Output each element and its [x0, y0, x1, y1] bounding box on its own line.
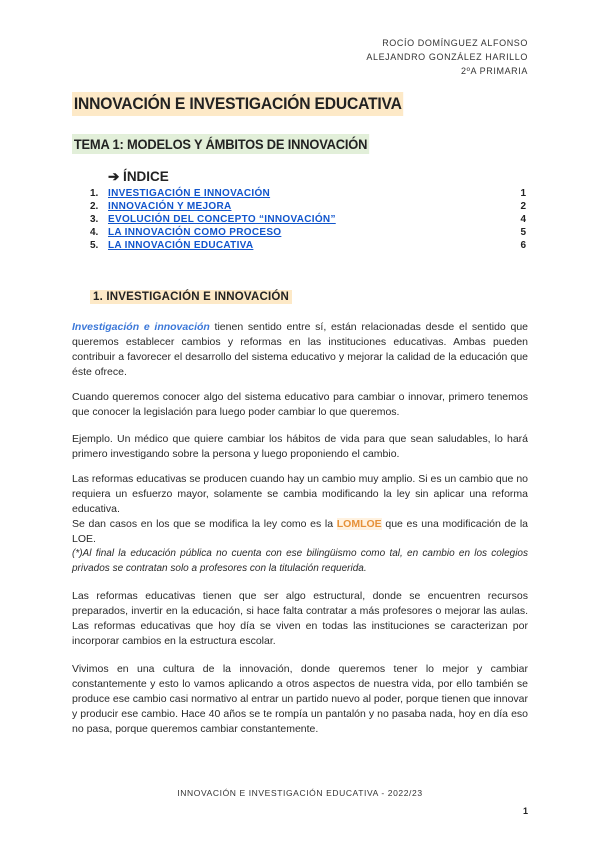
highlighted-law: LOMLOE	[336, 518, 382, 530]
index-heading: ➔ ÍNDICE	[108, 169, 169, 184]
document-title: INNOVACIÓN E INVESTIGACIÓN EDUCATIVA	[72, 92, 404, 116]
author-name-2: ALEJANDRO GONZÁLEZ HARILLO	[366, 52, 528, 62]
paragraph: Ejemplo. Un médico que quiere cambiar los hábitos de vida para que sean saludables, lo hará primero investigando sobre la persona y luego proponiendo el cambio.	[72, 433, 528, 460]
toc-number: 2.	[90, 201, 99, 212]
paragraph-text: que es una modificación de la LOE.	[72, 518, 529, 545]
toc-link[interactable]: EVOLUCIÓN DEL CONCEPTO “INNOVACIÓN”	[108, 214, 336, 225]
paragraph	[72, 320, 528, 380]
toc-page: 6	[520, 240, 526, 251]
toc-number: 5.	[90, 240, 99, 251]
toc-link[interactable]: LA INNOVACIÓN COMO PROCESO	[108, 227, 282, 238]
toc-link[interactable]: INNOVACIÓN Y MEJORA	[108, 201, 232, 212]
author-name-1: ROCÍO DOMÍNGUEZ ALFONSO	[382, 38, 528, 48]
toc-number: 3.	[90, 214, 99, 225]
paragraph: Las reformas educativas tienen que ser algo estructural, donde se encuentren recursos preparados, invertir en la educación, si hace falta contratar a más profesores o mejorar las aulas. Las reformas educativas que hoy día se viven en todas las instituciones se caracterizan por incorporar cambios en la estructura escolar.	[72, 590, 528, 647]
toc-link[interactable]: INVESTIGACIÓN E INNOVACIÓN	[108, 188, 271, 199]
document-subtitle: TEMA 1: MODELOS Y ÁMBITOS DE INNOVACIÓN	[73, 136, 368, 152]
note-paragraph: (*)Al final la educación pública no cuenta con ese bilingüismo como tal, en cambio en los colegios privados se contratan solo a profesores con la titulación requerida.	[72, 548, 528, 574]
toc-page: 4	[520, 214, 526, 225]
toc-number: 1.	[90, 188, 99, 199]
group-label: 2ºA PRIMARIA	[460, 66, 528, 76]
toc-number: 4.	[90, 227, 99, 238]
toc-page: 1	[520, 188, 526, 199]
toc-page: 5	[520, 227, 526, 238]
paragraph: Cuando queremos conocer algo del sistema educativo para cambiar o innovar, primero tenemos que conocer la legislación para luego poder cambiar lo que queremos.	[72, 391, 528, 418]
paragraph-text: Se dan casos en los que se modifica la ley como es la	[72, 518, 337, 530]
paragraph-text: tienen sentido entre sí, están relacionadas desde el sentido que queremos establecer cambios y reformas en las instituciones educativas. Ambas pueden contribuir a favorecer el desarrollo del sistema educativo y mejorar la calidad de la educación que éste ofrece.	[72, 321, 528, 378]
section-heading: 1. INVESTIGACIÓN E INNOVACIÓN	[90, 290, 292, 304]
paragraph: Vivimos en una cultura de la innovación, donde queremos tener lo mejor y cambiar constantemente y esto lo vamos aplicando a otros aspectos de nuestra vida, por ello también se produce ese cambio casi normativo al entrar un partido nuevo al poder, porque tienen que innovar y producir ese cambio. Hace 40 años se te rompía un pantalón y no pasaba nada, hoy en día eso no pasa, porque queremos cambiar constantemente.	[72, 663, 528, 735]
page-footer: INNOVACIÓN E INVESTIGACIÓN EDUCATIVA - 2022/23	[177, 788, 423, 798]
paragraph: Las reformas educativas se producen cuando hay un cambio muy amplio. Si es un cambio que no requiera un esfuerzo mayor, solamente se cambia modificando la ley sin aplicar una reforma educativa.	[72, 473, 528, 515]
page-number: 1	[522, 806, 528, 816]
paragraph	[72, 517, 528, 547]
toc-page: 2	[520, 201, 526, 212]
toc-link[interactable]: LA INNOVACIÓN EDUCATIVA	[108, 240, 254, 251]
highlighted-term: Investigación e innovación	[72, 321, 210, 333]
